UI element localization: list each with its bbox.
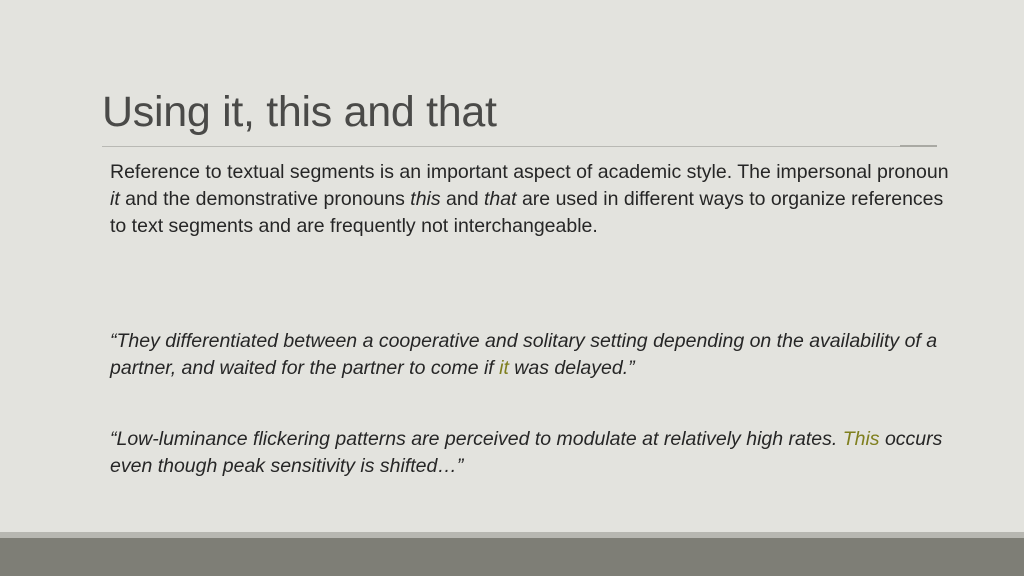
quote-text-part: occurs even though peak sensitivity is shifted…” — [110, 428, 943, 477]
slide-title: Using it, this and that — [102, 88, 497, 136]
footer-bar — [0, 538, 1024, 576]
quote-text — [110, 328, 960, 382]
pronoun-that: that — [484, 188, 517, 210]
example-quote-2 — [110, 426, 960, 480]
quote-text-part: was delayed.” — [508, 357, 635, 379]
quote-text-part: “They differentiated between a cooperative and solitary setting depending on the availability of a partner, and waited for the partner to come if — [110, 330, 938, 379]
intro-text — [110, 159, 960, 240]
title-divider-accent — [900, 145, 937, 147]
example-quote-1 — [110, 328, 960, 382]
intro-text-part: and — [440, 188, 485, 210]
highlighted-pronoun: This — [842, 428, 880, 450]
quote-text-part: “Low-luminance flickering patterns are perceived to modulate at relatively high rates. — [110, 428, 843, 450]
intro-paragraph — [110, 159, 960, 240]
quote-text — [110, 426, 960, 480]
title-divider — [102, 146, 937, 147]
pronoun-it: it — [110, 188, 120, 210]
intro-text-part: are used in different ways to organize references to text segments and are frequently not interchangeable. — [110, 188, 944, 237]
intro-text-part: and the demonstrative pronouns — [119, 188, 411, 210]
intro-text-part: Reference to textual segments is an important aspect of academic style. The impersonal pronoun — [110, 161, 949, 183]
pronoun-this: this — [410, 188, 441, 210]
highlighted-pronoun: it — [499, 357, 509, 379]
